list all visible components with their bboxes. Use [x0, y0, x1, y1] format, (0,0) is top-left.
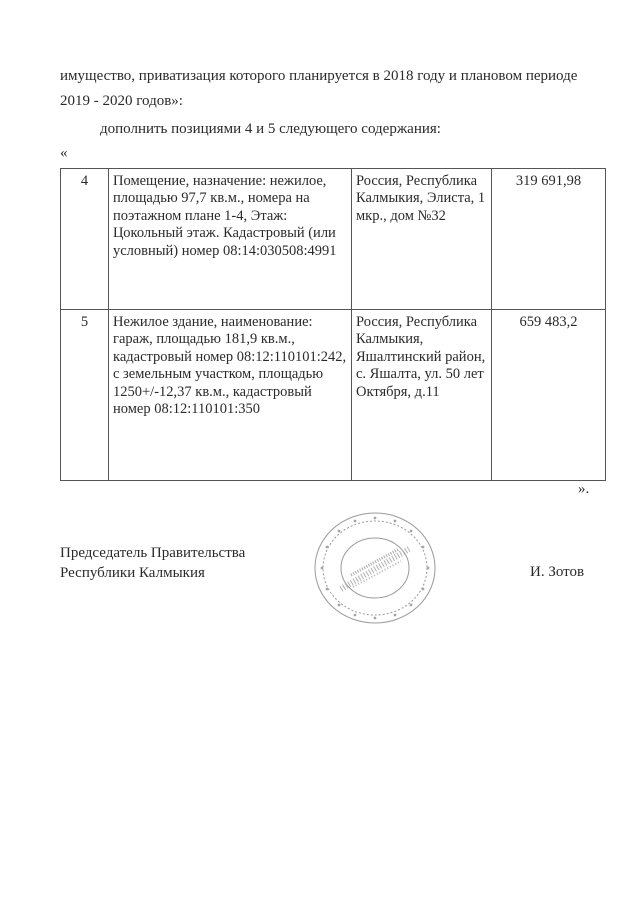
property-price: 659 483,2: [492, 310, 606, 481]
property-address: Россия, Республика Калмыкия, Элиста, 1 мкр., дом №32: [352, 169, 492, 310]
row-number: 4: [61, 169, 109, 310]
property-price: 319 691,98: [492, 169, 606, 310]
table-row: [61, 169, 606, 310]
intro-text-line-1: имущество, приватизация которого планируется в 2018 году и плановом периоде: [60, 68, 578, 84]
intro-text-line-2: 2019 - 2020 годов»:: [60, 93, 183, 109]
property-address: Россия, Республика Калмыкия, Яшалтинский район, с. Яшалта, ул. 50 лет Октября, д.11: [352, 310, 492, 481]
signatory-name: И. Зотов: [530, 564, 585, 580]
official-seal-stamp: [311, 509, 439, 627]
signatory-title-line-1: Председатель Правительства: [60, 545, 246, 561]
signatory-title-line-2: Республики Калмыкия: [60, 565, 205, 581]
property-description: Помещение, назначение: нежилое, площадью 97,7 кв.м., номера на поэтажном плане 1-4, Этаж: Цокольный этаж. Кадастровый (или условный) номер 08:14:030508:4991: [109, 169, 352, 310]
opening-quote: «: [60, 145, 68, 161]
amendment-text: дополнить позициями 4 и 5 следующего содержания:: [100, 121, 441, 137]
signatory-title: [60, 543, 245, 583]
closing-quote: ».: [578, 481, 590, 497]
row-number: 5: [61, 310, 109, 481]
property-description: Нежилое здание, наименование: гараж, площадью 181,9 кв.м., кадастровый номер 08:12:110101:242, с земельным участком, площадью 1250+/-12,37 кв.м., кадастровый номер 08:12:110101:350: [109, 310, 352, 481]
table-row: [61, 310, 606, 481]
property-table: [60, 168, 606, 481]
